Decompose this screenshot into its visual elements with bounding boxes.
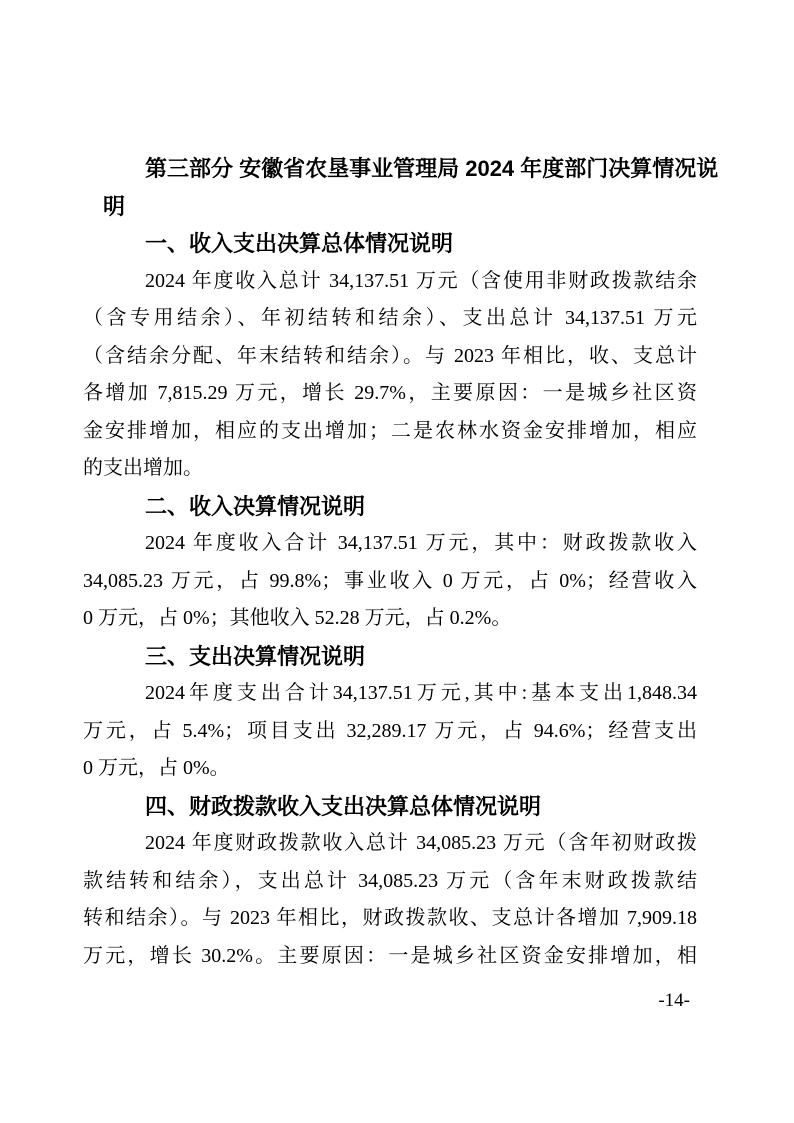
page-number: -14- bbox=[658, 990, 690, 1011]
section-3-paragraph-line: 0 万元，占 0%。 bbox=[83, 757, 230, 779]
section-1-paragraph-line: 2024 年度收入总计 34,137.51 万元（含使用非财政拨款结余 bbox=[145, 269, 697, 292]
part-title-line-1: 第三部分 安徽省农垦事业管理局 2024 年度部门决算情况说 bbox=[145, 156, 719, 181]
section-1-paragraph-line: （含专用结余）、年初结转和结余）、支出总计 34,137.51 万元 bbox=[83, 307, 697, 329]
section-1-paragraph-line: 金安排增加，相应的支出增加；二是农林水资金安排增加，相应 bbox=[83, 419, 697, 442]
section-2-paragraph-line: 2024 年度收入合计 34,137.51 万元，其中：财政拨款收入 bbox=[145, 532, 697, 554]
part-title-line-2: 明 bbox=[103, 193, 126, 219]
section-4-paragraph-line: 转和结余）。与 2023 年相比，财政拨款收、支总计各增加 7,909.18 bbox=[83, 907, 697, 929]
section-3-paragraph-line: 万元，占 5.4%；项目支出 32,289.17 万元，占 94.6%；经营支出 bbox=[83, 719, 697, 742]
section-1-paragraph-line: （含结余分配、年末结转和结余）。与 2023 年相比，收、支总计 bbox=[83, 344, 697, 367]
section-4-heading: 四、财政拨款收入支出决算总体情况说明 bbox=[145, 793, 542, 819]
section-1-paragraph-line: 各增加 7,815.29 万元，增长 29.7%，主要原因：一是城乡社区资 bbox=[83, 382, 697, 404]
section-3-heading: 三、支出决算情况说明 bbox=[145, 643, 366, 669]
document-body bbox=[83, 150, 719, 975]
section-3-paragraph-line: 2024年度支出合计34,137.51万元,其中:基本支出1,848.34 bbox=[145, 682, 697, 704]
section-4-paragraph-line: 款结转和结余），支出总计 34,085.23 万元（含年末财政拨款结 bbox=[83, 869, 697, 892]
section-2-paragraph-line: 34,085.23 万元，占 99.8%；事业收入 0 万元，占 0%；经营收入 bbox=[83, 569, 697, 592]
section-2-paragraph-line: 0 万元，占 0%；其他收入 52.28 万元，占 0.2%。 bbox=[83, 607, 512, 629]
section-4-paragraph-line: 2024 年度财政拨款收入总计 34,085.23 万元（含年初财政拨 bbox=[145, 832, 697, 854]
section-2-heading: 二、收入决算情况说明 bbox=[145, 493, 366, 519]
section-4-paragraph-line: 万元，增长 30.2%。主要原因：一是城乡社区资金安排增加，相 bbox=[83, 944, 697, 967]
section-1-heading: 一、收入支出决算总体情况说明 bbox=[145, 231, 454, 256]
section-1-paragraph-line: 的支出增加。 bbox=[83, 457, 203, 479]
